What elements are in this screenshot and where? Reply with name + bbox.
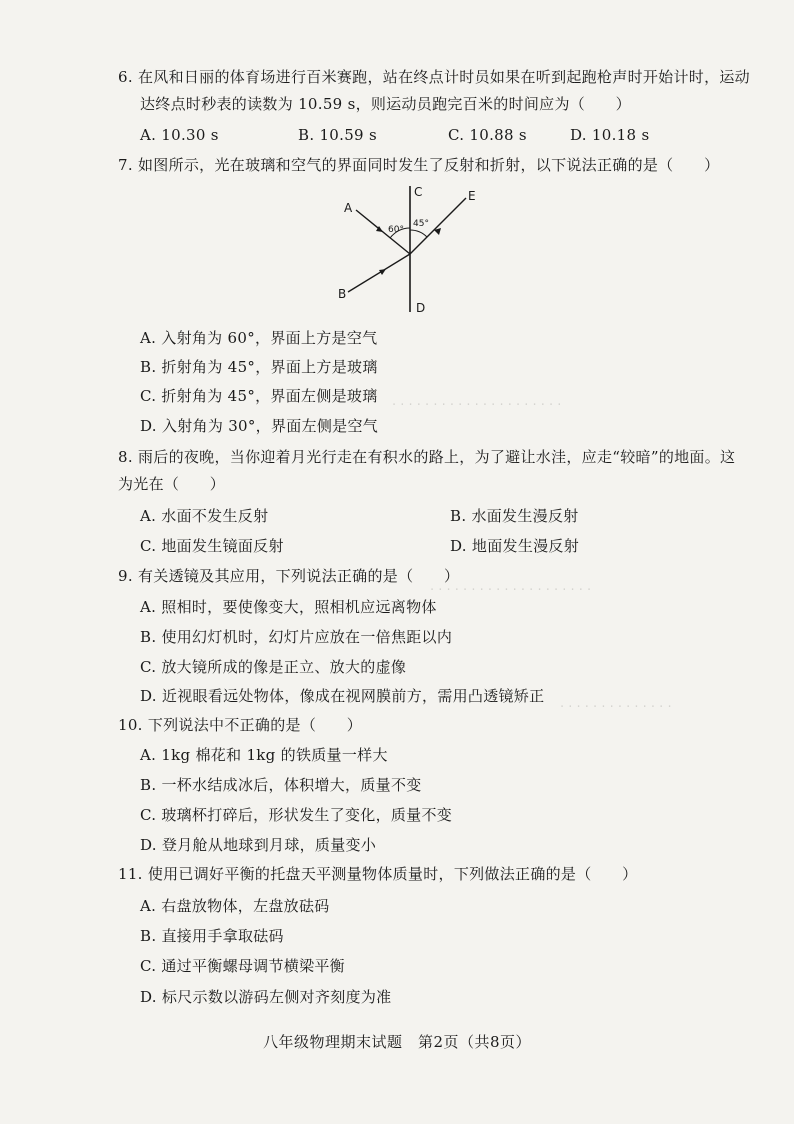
label-a: A [344, 201, 353, 215]
angle-label-60: 60° [388, 225, 404, 235]
q11-stem: 11. 使用已调好平衡的托盘天平测量物体质量时，下列做法正确的是（ ） [118, 865, 638, 883]
q10-option-c: C. 玻璃杯打碎后，形状发生了变化，质量不变 [140, 806, 453, 824]
angle-label-45: 45° [413, 219, 429, 229]
q10-option-b: B. 一杯水结成冰后，体积增大，质量不变 [140, 776, 422, 794]
q7-option-b: B. 折射角为 45°，界面上方是玻璃 [140, 358, 378, 376]
q11-option-c: C. 通过平衡螺母调节横梁平衡 [140, 957, 345, 975]
q11-option-d: D. 标尺示数以游码左侧对齐刻度为准 [140, 988, 392, 1006]
q6-option-d: D. 10.18 s [570, 126, 650, 144]
q8-option-c: C. 地面发生镜面反射 [140, 537, 284, 555]
q7-option-c: C. 折射角为 45°，界面左侧是玻璃 [140, 387, 378, 405]
q6-option-a: A. 10.30 s [140, 126, 219, 144]
bleed-through-text: · · · · · · · · · · · · · · · · · · · · · [392, 398, 562, 413]
q9-stem: 9. 有关透镜及其应用，下列说法正确的是（ ） [118, 567, 460, 585]
reflection-refraction-diagram [330, 180, 500, 320]
page-footer: 八年级物理期末试题 第2页（共8页） [262, 1033, 532, 1051]
q6-stem-line2: 达终点时秒表的读数为 10.59 s，则运动员跑完百米的时间应为（ ） [140, 95, 631, 113]
q11-option-a: A. 右盘放物体，左盘放砝码 [140, 897, 330, 915]
q6-stem-line1: 6. 在风和日丽的体育场进行百米赛跑，站在终点计时员如果在听到起跑枪声时开始计时，运动 [118, 68, 750, 86]
q8-stem-line2: 为光在（ ） [118, 475, 226, 493]
q7-stem: 7. 如图所示，光在玻璃和空气的界面同时发生了反射和折射，以下说法正确的是（ ） [118, 156, 720, 174]
q10-option-d: D. 登月舱从地球到月球，质量变小 [140, 836, 377, 854]
bleed-through-text: · · · · · · · · · · · · · · · · · · · · [430, 583, 592, 598]
ray-b [348, 254, 410, 292]
label-d: D [416, 301, 426, 315]
label-e: E [468, 189, 476, 203]
q8-option-a: A. 水面不发生反射 [140, 507, 269, 525]
q7-option-a: A. 入射角为 60°，界面上方是空气 [140, 329, 378, 347]
q6-option-c: C. 10.88 s [448, 126, 527, 144]
q9-option-a: A. 照相时，要使像变大，照相机应远离物体 [140, 598, 437, 616]
q9-option-c: C. 放大镜所成的像是正立、放大的虚像 [140, 658, 407, 676]
label-c: C [414, 185, 423, 199]
label-b: B [338, 287, 347, 301]
q8-option-b: B. 水面发生漫反射 [450, 507, 579, 525]
q8-stem-line1: 8. 雨后的夜晚，当你迎着月光行走在有积水的路上，为了避让水洼，应走“较暗”的地面。这 [118, 448, 736, 466]
q10-option-a: A. 1kg 棉花和 1kg 的铁质量一样大 [140, 746, 388, 764]
q7-option-d: D. 入射角为 30°，界面左侧是空气 [140, 417, 379, 435]
bleed-through-text: · · · · · · · · · · · · · · [560, 700, 672, 715]
q8-option-d: D. 地面发生漫反射 [450, 537, 580, 555]
q9-option-b: B. 使用幻灯机时，幻灯片应放在一倍焦距以内 [140, 628, 453, 646]
q9-option-d: D. 近视眼看远处物体，像成在视网膜前方，需用凸透镜矫正 [140, 687, 545, 705]
q11-option-b: B. 直接用手拿取砝码 [140, 927, 284, 945]
q6-option-b: B. 10.59 s [298, 126, 377, 144]
q10-stem: 10. 下列说法中不正确的是（ ） [118, 716, 363, 734]
angle-arc-45 [410, 230, 427, 237]
